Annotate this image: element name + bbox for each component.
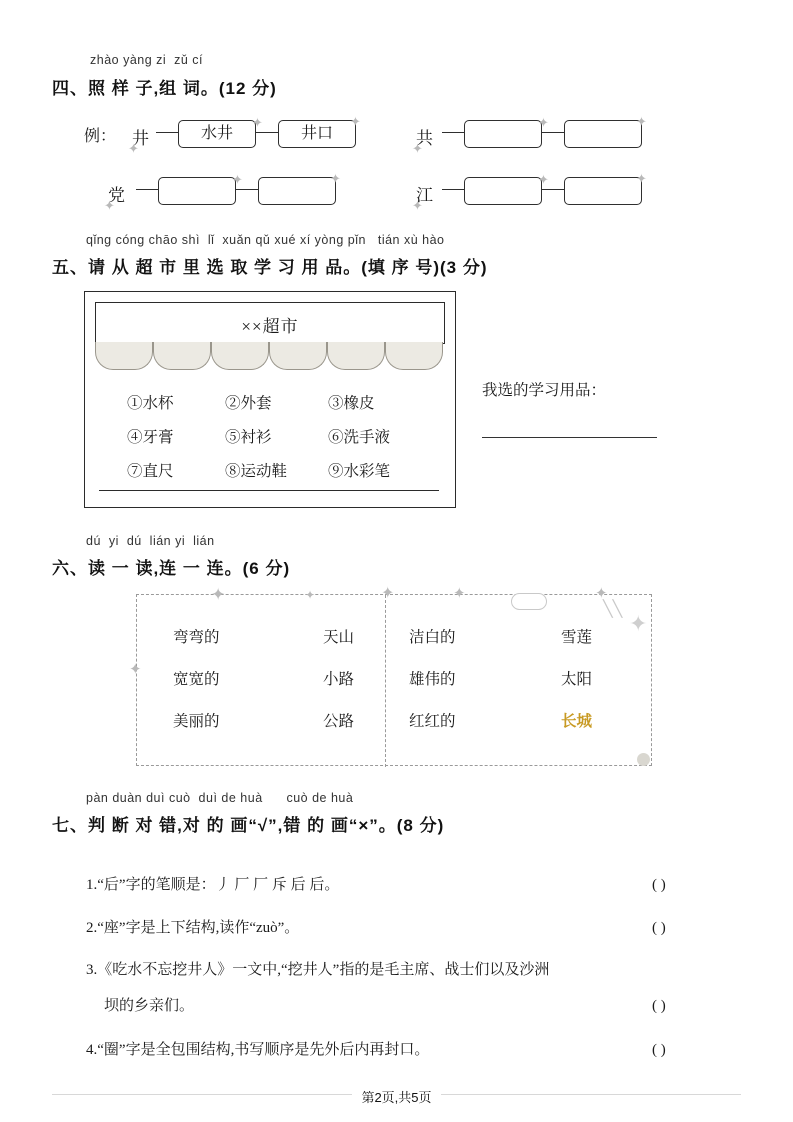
match-item[interactable]: 小路 bbox=[323, 671, 355, 688]
match-item[interactable]: 太阳 bbox=[561, 671, 593, 688]
question-1-answer-box[interactable]: ( ) bbox=[652, 877, 666, 893]
question-number: 3. bbox=[86, 962, 98, 978]
chain-seed-2: 共 bbox=[416, 129, 433, 148]
answer-blank[interactable] bbox=[482, 437, 657, 438]
star-icon: ✦ bbox=[412, 141, 423, 156]
match-item[interactable]: 红红的 bbox=[409, 713, 456, 730]
question-text: “圈”字是全包围结构,书写顺序是先外后内再封口。 bbox=[97, 1042, 430, 1058]
star-icon: ✦ bbox=[350, 114, 361, 129]
section5-pinyin: qǐng cóng chāo shì lǐ xuǎn qǔ xué xí yòng pǐn tián xù hào bbox=[86, 233, 445, 247]
chain-seed-1: 井 bbox=[132, 129, 149, 148]
chain-connector bbox=[136, 189, 158, 190]
goods-item-2[interactable]: ②外套 bbox=[225, 395, 272, 412]
match-item[interactable]: 弯弯的 bbox=[173, 629, 220, 646]
star-icon: ✦ bbox=[104, 198, 115, 213]
match-item[interactable]: 天山 bbox=[323, 629, 355, 646]
question-text: 《吃水不忘挖井人》一文中,“挖井人”指的是毛主席、战士们以及沙洲 bbox=[97, 962, 550, 978]
store-name: ××超市 bbox=[241, 317, 299, 336]
match-item[interactable]: 雪莲 bbox=[561, 629, 593, 646]
chain-seed-4: 江 bbox=[416, 186, 433, 205]
question-text: “后”字的笔顺是：丿 厂 厂 斥 后 后。 bbox=[97, 877, 340, 893]
section7-pinyin: pàn duàn duì cuò duì de huà cuò de huà bbox=[86, 791, 354, 805]
match-item[interactable]: 洁白的 bbox=[409, 629, 456, 646]
match-right-adjectives bbox=[409, 617, 499, 743]
question-3-line2: 坝的乡亲们。 bbox=[104, 998, 195, 1014]
star-icon: ✦ bbox=[636, 171, 647, 186]
match-item[interactable]: 公路 bbox=[323, 713, 355, 730]
match-right-nouns bbox=[561, 617, 631, 743]
match-item[interactable]: 雄伟的 bbox=[409, 671, 456, 688]
chain-box[interactable] bbox=[464, 120, 542, 148]
section4-heading: 四、照 样 子,组 词。(12 分) bbox=[52, 79, 277, 98]
match-item-highlighted[interactable]: 长城 bbox=[561, 713, 593, 730]
section6-heading: 六、读 一 读,连 一 连。(6 分) bbox=[52, 559, 291, 578]
question-4-answer-box[interactable]: ( ) bbox=[652, 1042, 666, 1058]
awning-scallop bbox=[211, 342, 269, 370]
question-1 bbox=[86, 873, 339, 897]
star-icon: ✦ bbox=[412, 198, 423, 213]
chain-connector bbox=[442, 132, 464, 133]
star-icon: ✦ bbox=[252, 115, 263, 130]
chain-box[interactable] bbox=[464, 177, 542, 205]
star-icon: ✦ bbox=[305, 588, 316, 602]
star-icon: ✦ bbox=[232, 172, 243, 187]
star-icon: ✦ bbox=[595, 586, 608, 602]
answer-label: 我选的学习用品： bbox=[482, 382, 607, 399]
goods-item-8[interactable]: ⑧运动鞋 bbox=[225, 463, 288, 480]
goods-item-6[interactable]: ⑥洗手液 bbox=[328, 429, 391, 446]
question-number: 4. bbox=[86, 1042, 98, 1058]
section4-pinyin: zhào yàng zi zǔ cí bbox=[90, 53, 204, 67]
chain-connector bbox=[542, 132, 564, 133]
goods-item-3[interactable]: ③橡皮 bbox=[328, 395, 375, 412]
awning-scallop bbox=[269, 342, 327, 370]
chain-row-dang bbox=[84, 171, 364, 213]
question-4 bbox=[86, 1038, 429, 1062]
star-icon: ✦ bbox=[538, 115, 549, 130]
awning-scallop bbox=[385, 342, 443, 370]
section7-heading: 七、判 断 对 错,对 的 画“√”,错 的 画“×”。(8 分) bbox=[52, 816, 445, 835]
chain-row-example bbox=[84, 114, 364, 156]
goods-item-9[interactable]: ⑨水彩笔 bbox=[328, 463, 391, 480]
chain-connector bbox=[156, 132, 178, 133]
chain-connector bbox=[236, 189, 258, 190]
shooting-star-icon: ╲╲ bbox=[603, 601, 623, 618]
chain-box[interactable] bbox=[258, 177, 336, 205]
star-icon: ✦ bbox=[453, 586, 466, 602]
example-label: 例： bbox=[84, 128, 117, 145]
goods-item-7[interactable]: ⑦直尺 bbox=[127, 463, 174, 480]
chain-box[interactable] bbox=[158, 177, 236, 205]
match-item[interactable]: 宽宽的 bbox=[173, 671, 220, 688]
chain-box[interactable] bbox=[564, 177, 642, 205]
match-left-nouns bbox=[323, 617, 393, 743]
awning-scallop bbox=[95, 342, 153, 370]
match-left-adjectives bbox=[173, 617, 263, 743]
star-icon: ✦ bbox=[211, 585, 226, 604]
question-2 bbox=[86, 916, 299, 940]
star-icon: ✦ bbox=[381, 585, 395, 602]
star-icon: ✦ bbox=[636, 114, 647, 129]
chain-seed-3: 党 bbox=[108, 186, 125, 205]
chain-connector bbox=[542, 189, 564, 190]
dot-decoration bbox=[637, 753, 650, 766]
goods-item-1[interactable]: ①水杯 bbox=[127, 395, 174, 412]
cloud-icon bbox=[511, 593, 547, 610]
star-icon: ✦ bbox=[128, 141, 139, 156]
goods-item-5[interactable]: ⑤衬衫 bbox=[225, 429, 272, 446]
goods-item-4[interactable]: ④牙膏 bbox=[127, 429, 174, 446]
chain-connector bbox=[442, 189, 464, 190]
counter-line bbox=[99, 490, 439, 491]
question-number: 2. bbox=[86, 920, 98, 936]
section6-pinyin: dú yi dú lián yi lián bbox=[86, 534, 215, 548]
awning-scallop bbox=[153, 342, 211, 370]
star-icon: ✦ bbox=[538, 172, 549, 187]
question-number: 1. bbox=[86, 877, 98, 893]
matching-area bbox=[129, 585, 652, 766]
question-2-answer-box[interactable]: ( ) bbox=[652, 920, 666, 936]
chain-box[interactable] bbox=[564, 120, 642, 148]
chain-box[interactable]: 水井 bbox=[178, 120, 256, 148]
supermarket-illustration bbox=[84, 291, 456, 508]
question-3 bbox=[86, 958, 549, 982]
chain-connector bbox=[256, 132, 278, 133]
match-item[interactable]: 美丽的 bbox=[173, 713, 220, 730]
chain-row-jiang bbox=[412, 171, 696, 213]
question-text: “座”字是上下结构,读作“zuò”。 bbox=[97, 920, 300, 936]
chain-row-gong bbox=[412, 114, 696, 156]
star-icon: ✦ bbox=[129, 662, 142, 678]
chain-box[interactable]: 井口 bbox=[278, 120, 356, 148]
star-icon: ✦ bbox=[629, 611, 648, 636]
page-footer: 第2页,共5页 bbox=[361, 1090, 432, 1105]
star-icon: ✦ bbox=[330, 171, 341, 186]
section5-heading: 五、请 从 超 市 里 选 取 学 习 用 品。(填 序 号)(3 分) bbox=[52, 258, 488, 277]
question-3-answer-box[interactable]: ( ) bbox=[652, 998, 666, 1014]
awning-scallop bbox=[327, 342, 385, 370]
